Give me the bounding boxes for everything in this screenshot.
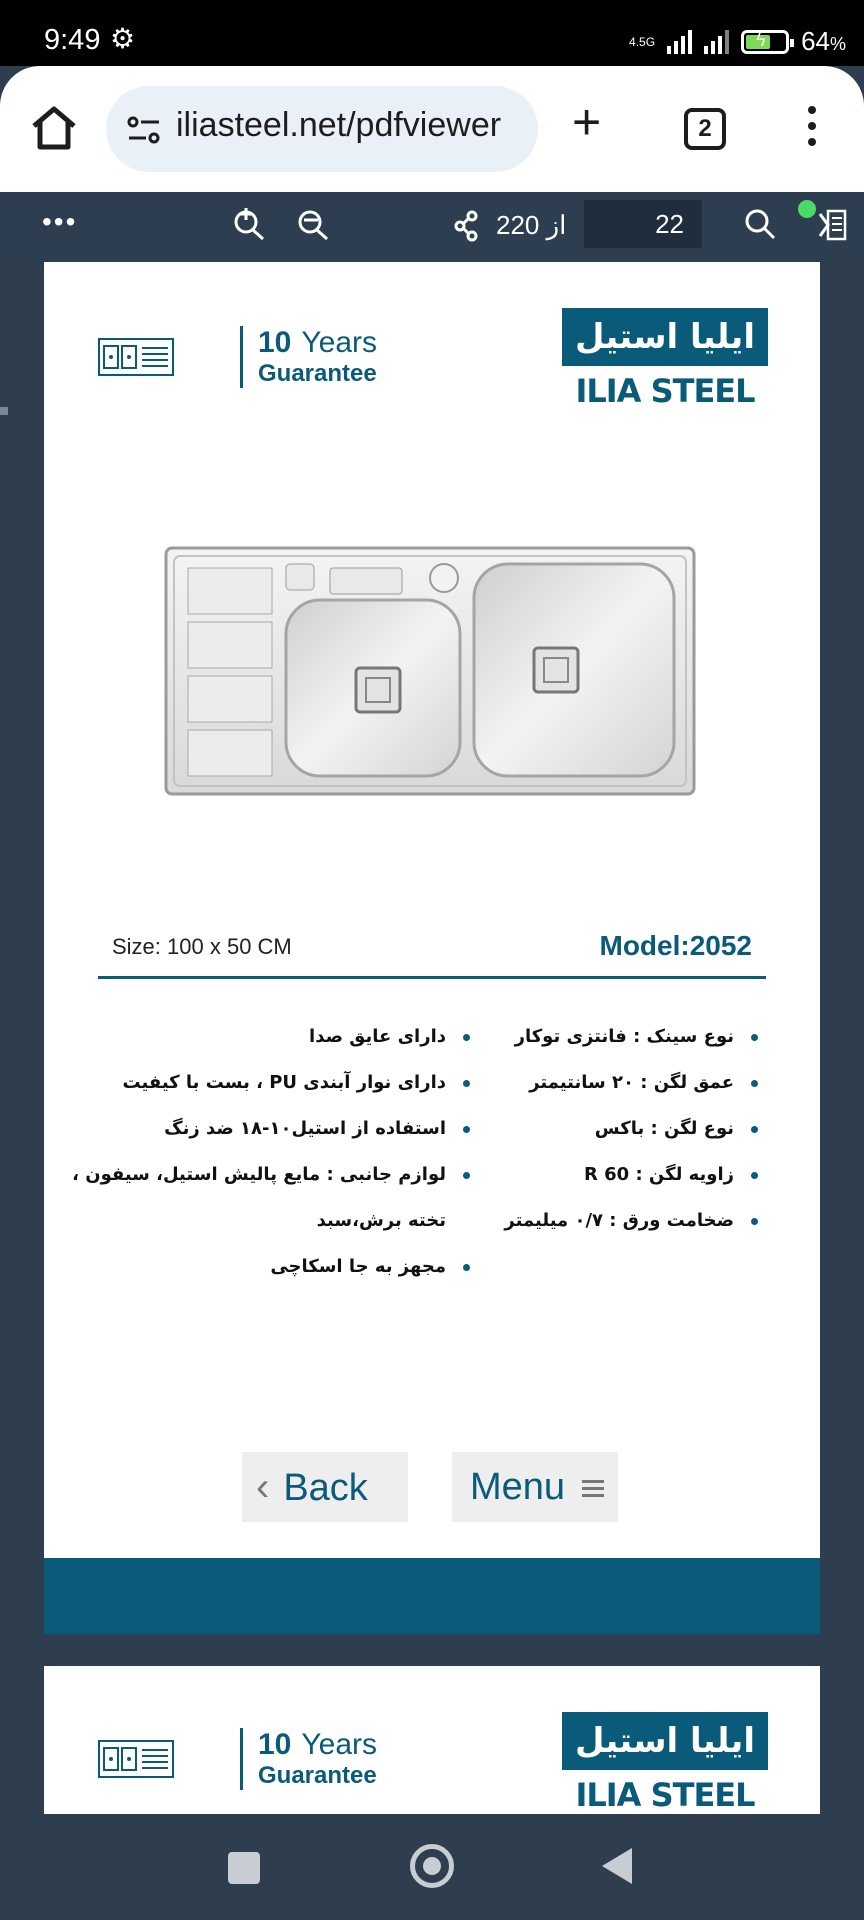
guarantee-divider (240, 326, 243, 388)
guarantee-divider (240, 1728, 243, 1790)
spec-item: زاویه لگن : R 60 (480, 1160, 760, 1206)
charging-bolt-icon: ϟ (756, 29, 766, 50)
product-size: Size: 100 x 50 CM (112, 934, 292, 959)
sink-logo-icon (98, 1740, 174, 1778)
page-total-label: از 220 (496, 210, 567, 240)
page-footer-band (44, 1558, 820, 1634)
system-navigation-bar (0, 1814, 864, 1920)
brand-logo (562, 1712, 768, 1814)
pdf-page-23 (44, 1666, 820, 1814)
spec-item-continued: تخته برش،سبد (316, 1210, 446, 1231)
guarantee-label: Guarantee (258, 360, 377, 387)
pdf-page-22 (44, 262, 820, 1634)
zoom-out-icon[interactable] (296, 206, 332, 242)
brand-name-fa: ایلیا استیل (562, 308, 768, 366)
sink-logo-icon (98, 338, 174, 376)
back-triangle-icon[interactable] (602, 1848, 632, 1884)
scroll-indicator (0, 407, 8, 415)
share-icon[interactable] (452, 210, 480, 242)
home-circle-icon[interactable] (410, 1844, 454, 1888)
spec-item: مجهز به جا اسکاچی (102, 1252, 472, 1298)
battery-percent: 64% (801, 26, 846, 56)
status-indicators (629, 26, 846, 57)
signal-strength-2-icon (704, 30, 729, 54)
zoom-in-icon[interactable] (232, 206, 268, 242)
address-bar[interactable] (106, 86, 538, 172)
spec-list-right (480, 1022, 760, 1252)
page-number-input[interactable] (584, 200, 702, 248)
guarantee-years: 10 Years (258, 326, 377, 359)
back-button[interactable] (242, 1452, 408, 1522)
spec-item: نوع سینک : فانتزی توکار (480, 1022, 760, 1068)
brand-name-fa: ایلیا استیل (562, 1712, 768, 1770)
spec-item: استفاده از استیل۱۰-۱۸ ضد زنگ (102, 1114, 472, 1160)
browser-more-menu-icon[interactable] (798, 106, 826, 154)
menu-button[interactable] (452, 1452, 618, 1522)
spec-item: ضخامت ورق : ۰/۷ میلیمتر (480, 1206, 760, 1252)
network-type-label: 4.5G (629, 34, 656, 49)
guarantee-years: 10 Years (258, 1728, 377, 1761)
hamburger-icon (582, 1476, 604, 1501)
settings-gear-icon: ⚙ (110, 22, 136, 55)
spec-item: لوازم جانبی : مایع پالیش استیل، سیفون ، (102, 1160, 472, 1206)
site-settings-icon[interactable] (126, 114, 162, 146)
home-icon[interactable] (26, 100, 82, 156)
sink-product-image (162, 544, 698, 802)
spec-item: نوع لگن : باکس (480, 1114, 760, 1160)
pdf-more-options-icon[interactable]: ••• (42, 206, 78, 237)
browser-toolbar (0, 66, 864, 192)
signal-strength-icon (667, 30, 692, 54)
spec-item: عمق لگن : ۲۰ سانتیمتر (480, 1068, 760, 1114)
document-outline-icon[interactable] (814, 208, 848, 242)
guarantee-label: Guarantee (258, 1762, 377, 1789)
pdf-toolbar (0, 192, 864, 262)
back-button-label: Back (283, 1467, 368, 1509)
pdf-viewer[interactable] (0, 262, 864, 1814)
guarantee-block (98, 326, 377, 390)
new-tab-plus-icon[interactable]: + (572, 94, 602, 150)
search-icon[interactable] (742, 206, 778, 242)
status-bar (0, 0, 864, 66)
menu-button-label: Menu (470, 1466, 566, 1508)
spec-list-left (72, 1022, 472, 1298)
chevron-left-icon: ‹ (256, 1465, 270, 1509)
url-text[interactable]: iliasteel.net/pdfviewer (176, 106, 502, 144)
recent-apps-icon[interactable] (228, 1852, 260, 1884)
guarantee-block (98, 1728, 377, 1792)
brand-name-en: ILIA STEEL (575, 372, 755, 410)
spec-item: دارای نوار آبندی PU ، بست با کیفیت (102, 1068, 472, 1114)
section-divider (98, 976, 766, 979)
brand-logo (562, 308, 768, 410)
spec-item: دارای عایق صدا (102, 1022, 472, 1068)
battery-icon (741, 30, 789, 54)
tab-switcher-button[interactable]: 2 (684, 108, 726, 150)
brand-name-en: ILIA STEEL (575, 1776, 755, 1814)
status-time: 9:49 (44, 24, 101, 56)
product-model: Model:2052 (599, 930, 752, 961)
